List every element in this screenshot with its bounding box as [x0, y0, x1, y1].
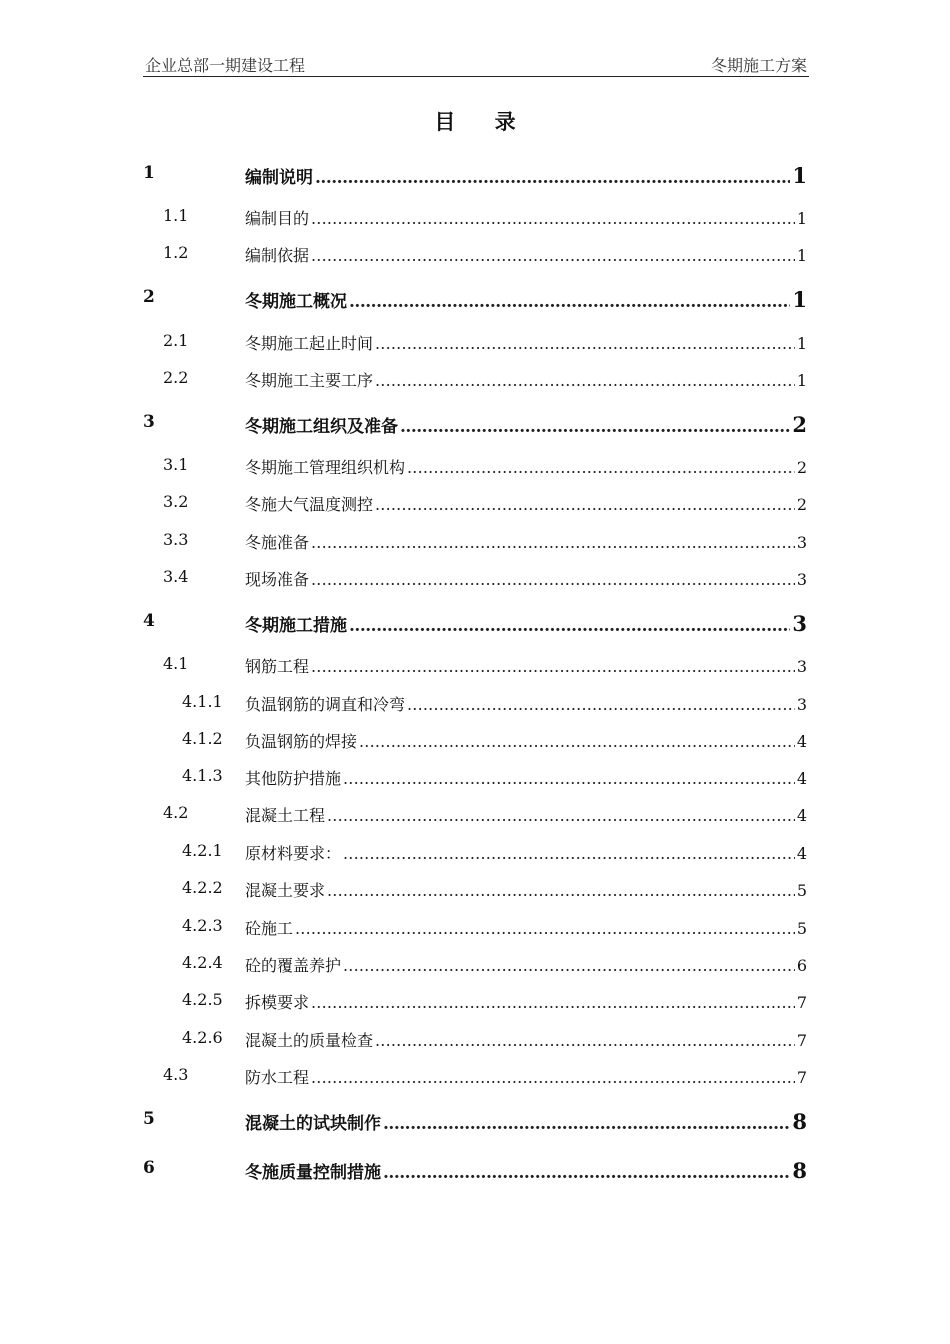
- toc-entry-page-number: 7: [796, 993, 807, 1012]
- toc-entry-page-number: 3: [796, 533, 807, 552]
- toc-entry-title: 冬期施工组织及准备: [245, 417, 398, 437]
- toc-entry-number: 3.1: [163, 455, 189, 474]
- toc-entry-line: [245, 729, 807, 752]
- toc-dot-leader: [315, 168, 790, 188]
- toc-entry-page-number: 3: [796, 570, 807, 589]
- toc-entry-line: [245, 287, 807, 312]
- toc-entry-number: 4.3: [163, 1065, 189, 1084]
- toc-dot-leader: [295, 919, 795, 938]
- toc-entry-line: [245, 990, 807, 1013]
- toc-dot-leader: [375, 371, 795, 390]
- toc-entry[interactable]: [143, 953, 807, 977]
- toc-entry-page-number: 2: [796, 458, 807, 477]
- toc-entry-line: [245, 1158, 807, 1183]
- toc-entry-page-number: 1: [796, 246, 807, 265]
- toc-entry[interactable]: [143, 1065, 807, 1089]
- toc-entry[interactable]: [143, 368, 807, 392]
- toc-entry-title: 冬施质量控制措施: [245, 1163, 381, 1183]
- toc-entry-page-number: 6: [796, 956, 807, 975]
- toc-dot-leader: [400, 417, 790, 437]
- toc-entry-page-number: 5: [796, 919, 807, 938]
- toc-entry-title: 编制目的: [245, 209, 310, 228]
- toc-entry-number: 3.4: [163, 567, 189, 586]
- toc-entry-number: 4.2.6: [182, 1028, 223, 1047]
- toc-entry-line: [245, 492, 807, 515]
- toc-dot-leader: [327, 806, 795, 825]
- header-document-title: 冬期施工方案: [710, 56, 807, 75]
- toc-entry-line: [245, 692, 807, 715]
- toc-dot-leader: [343, 844, 795, 863]
- header-project-name: 企业总部一期建设工程: [145, 56, 306, 75]
- toc-entry[interactable]: [143, 287, 807, 311]
- toc-entry[interactable]: [143, 567, 807, 591]
- toc-entry-title: 混凝土工程: [245, 806, 326, 825]
- toc-dot-leader: [343, 769, 795, 788]
- toc-entry-page-number: 4: [796, 844, 807, 863]
- toc-entry-number: 3.2: [163, 492, 189, 511]
- toc-entry-title: 冬期施工措施: [245, 616, 347, 636]
- toc-entry[interactable]: [143, 206, 807, 230]
- toc-dot-leader: [383, 1163, 790, 1183]
- toc-entry[interactable]: [143, 530, 807, 554]
- toc-entry-title: 冬期施工起止时间: [245, 334, 374, 353]
- toc-entry-number: 4.1.1: [182, 692, 223, 711]
- toc-entry[interactable]: [143, 916, 807, 940]
- toc-entry-line: [245, 766, 807, 789]
- toc-entry-title: 砼施工: [245, 919, 294, 938]
- toc-entry-line: [245, 1028, 807, 1051]
- toc-entry-number: 4.2: [163, 803, 189, 822]
- toc-entry-title: 混凝土的质量检查: [245, 1031, 374, 1050]
- toc-dot-leader: [407, 458, 795, 477]
- toc-entry-title: 混凝土要求: [245, 881, 326, 900]
- toc-entry-title: 冬期施工管理组织机构: [245, 458, 406, 477]
- toc-entry-title: 冬期施工主要工序: [245, 371, 374, 390]
- toc-entry-number: 3.3: [163, 530, 189, 549]
- toc-entry-page-number: 4: [796, 732, 807, 751]
- toc-entry[interactable]: [143, 1158, 807, 1182]
- toc-entry[interactable]: [143, 611, 807, 635]
- toc-entry-page-number: 8: [792, 1109, 807, 1134]
- toc-entry[interactable]: [143, 878, 807, 902]
- toc-entry-number: 4.1.2: [182, 729, 223, 748]
- toc-entry-page-number: 4: [796, 769, 807, 788]
- toc-entry-page-number: 1: [796, 209, 807, 228]
- toc-dot-leader: [311, 1068, 795, 1087]
- toc-entry-number: 5: [143, 1109, 155, 1129]
- toc-entry-line: [245, 243, 807, 266]
- toc-entry-number: 4.1: [163, 654, 189, 673]
- toc-entry-page-number: 5: [796, 881, 807, 900]
- toc-entry-page-number: 2: [792, 412, 807, 437]
- toc-entry[interactable]: [143, 492, 807, 516]
- toc-title: 目 录: [434, 109, 532, 134]
- toc-entry-line: [245, 530, 807, 553]
- toc-dot-leader: [407, 695, 795, 714]
- toc-entry-line: [245, 1109, 807, 1134]
- toc-entry-line: [245, 331, 807, 354]
- toc-entry-line: [245, 1065, 807, 1088]
- toc-entry-number: 1: [143, 163, 155, 183]
- toc-entry-page-number: 3: [796, 657, 807, 676]
- toc-entry[interactable]: [143, 654, 807, 678]
- toc-entry[interactable]: [143, 1109, 807, 1133]
- toc-entry-line: [245, 163, 807, 188]
- toc-entry-page-number: 7: [796, 1068, 807, 1087]
- toc-dot-leader: [349, 616, 790, 636]
- toc-entry-title: 混凝土的试块制作: [245, 1114, 381, 1134]
- toc-entry-title: 砼的覆盖养护: [245, 956, 342, 975]
- toc-dot-leader: [375, 495, 795, 514]
- toc-entry-number: 4.2.3: [182, 916, 223, 935]
- toc-entry-title: 现场准备: [245, 570, 310, 589]
- toc-dot-leader: [383, 1114, 790, 1134]
- toc-entry-line: [245, 841, 807, 864]
- toc-entry-title: 拆模要求: [245, 993, 310, 1012]
- toc-dot-leader: [311, 533, 795, 552]
- toc-entry[interactable]: [143, 766, 807, 790]
- toc-entry-number: 4.2.1: [182, 841, 223, 860]
- toc-dot-leader: [375, 1031, 795, 1050]
- toc-dot-leader: [311, 246, 795, 265]
- toc-entry[interactable]: [143, 412, 807, 436]
- toc-dot-leader: [311, 570, 795, 589]
- toc-entry-title: 冬施准备: [245, 533, 310, 552]
- toc-entry[interactable]: [143, 163, 807, 187]
- toc-entry[interactable]: [143, 841, 807, 865]
- toc-dot-leader: [327, 881, 795, 900]
- toc-entry-number: 4.2.2: [182, 878, 223, 897]
- toc-entry[interactable]: [143, 692, 807, 716]
- toc-entry-line: [245, 611, 807, 636]
- toc-entry[interactable]: [143, 331, 807, 355]
- toc-entry-line: [245, 803, 807, 826]
- toc-entry-number: 1.1: [163, 206, 189, 225]
- toc-entry-number: 2.2: [163, 368, 189, 387]
- toc-entry-number: 6: [143, 1158, 155, 1178]
- toc-entry-number: 2.1: [163, 331, 189, 350]
- toc-entry-page-number: 3: [796, 695, 807, 714]
- toc-entry[interactable]: [143, 729, 807, 753]
- toc-dot-leader: [311, 993, 795, 1012]
- toc-entry-number: 2: [143, 287, 155, 307]
- toc-entry-title: 负温钢筋的焊接: [245, 732, 358, 751]
- toc-dot-leader: [349, 292, 790, 312]
- toc-dot-leader: [359, 732, 795, 751]
- toc-entry-number: 4.2.5: [182, 990, 223, 1009]
- toc-entry-title: 编制说明: [245, 168, 313, 188]
- toc-entry-title: 防水工程: [245, 1068, 310, 1087]
- toc-dot-leader: [375, 334, 795, 353]
- toc-entry-page-number: 3: [792, 611, 807, 636]
- toc-entry-page-number: 2: [796, 495, 807, 514]
- toc-entry-page-number: 8: [792, 1158, 807, 1183]
- toc-entry-line: [245, 455, 807, 478]
- page-header: [143, 52, 809, 77]
- toc-entry-page-number: 7: [796, 1031, 807, 1050]
- toc-entry-page-number: 1: [796, 371, 807, 390]
- toc-entry[interactable]: [143, 455, 807, 479]
- toc-entry-title: 原材料要求：: [245, 844, 342, 863]
- toc-entry[interactable]: [143, 1028, 807, 1052]
- toc-entry-number: 4: [143, 611, 155, 631]
- toc-entry-page-number: 1: [792, 287, 807, 312]
- toc-entry-title: 负温钢筋的调直和冷弯: [245, 695, 406, 714]
- toc-entry-line: [245, 654, 807, 677]
- toc-entry[interactable]: [143, 990, 807, 1014]
- toc-entry-line: [245, 206, 807, 229]
- toc-entry-page-number: 1: [796, 334, 807, 353]
- toc-entry-page-number: 4: [796, 806, 807, 825]
- toc-entry-title: 其他防护措施: [245, 769, 342, 788]
- toc-entry-line: [245, 953, 807, 976]
- toc-entry-line: [245, 567, 807, 590]
- toc-entry[interactable]: [143, 243, 807, 267]
- toc-entry[interactable]: [143, 803, 807, 827]
- toc-entry-title: 钢筋工程: [245, 657, 310, 676]
- toc-entry-number: 3: [143, 412, 155, 432]
- toc-entry-line: [245, 368, 807, 391]
- toc-entry-title: 冬期施工概况: [245, 292, 347, 312]
- toc-entry-title: 冬施大气温度测控: [245, 495, 374, 514]
- toc-dot-leader: [311, 657, 795, 676]
- toc-dot-leader: [343, 956, 795, 975]
- toc-entry-line: [245, 878, 807, 901]
- toc-entry-line: [245, 916, 807, 939]
- toc-entry-number: 4.1.3: [182, 766, 223, 785]
- toc-entry-title: 编制依据: [245, 246, 310, 265]
- toc-entry-number: 1.2: [163, 243, 189, 262]
- toc-entry-page-number: 1: [792, 163, 807, 188]
- toc-entry-number: 4.2.4: [182, 953, 223, 972]
- toc-dot-leader: [311, 209, 795, 228]
- toc-entry-line: [245, 412, 807, 437]
